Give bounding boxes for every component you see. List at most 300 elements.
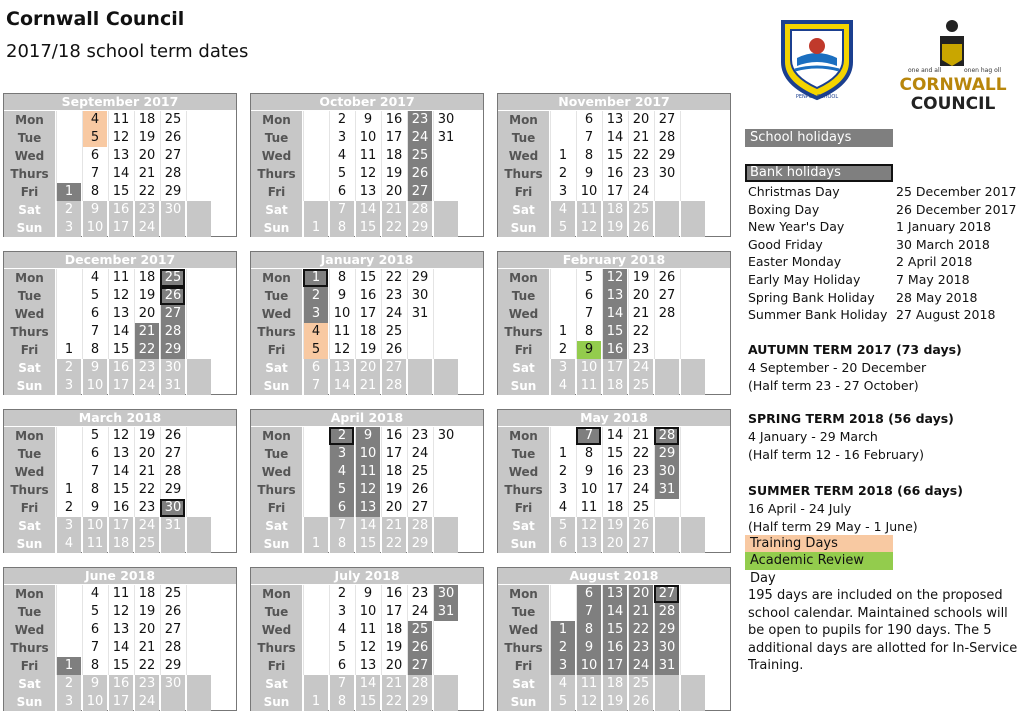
- date-cell: 25: [628, 377, 653, 395]
- date-cell: 11: [329, 323, 354, 341]
- date-cell: 2: [550, 341, 575, 359]
- date-cell: 12: [355, 481, 380, 499]
- date-cell: 7: [82, 165, 107, 183]
- date-cell: 23: [407, 427, 432, 445]
- date-cell: [433, 693, 458, 711]
- day-label: Fri: [498, 499, 550, 517]
- date-cell: 27: [160, 445, 185, 463]
- week-row: [251, 129, 483, 147]
- date-cell: 11: [108, 585, 133, 603]
- date-cell: [654, 359, 679, 377]
- date-cell: 1: [550, 323, 575, 341]
- date-cell: [160, 535, 185, 553]
- date-cell: [407, 323, 432, 341]
- date-cell: 11: [576, 675, 601, 693]
- date-cell: 3: [550, 481, 575, 499]
- date-cell: [654, 535, 679, 553]
- date-cell: 11: [355, 147, 380, 165]
- date-cell: [303, 675, 328, 693]
- date-cell: 9: [576, 165, 601, 183]
- date-cell: 9: [576, 639, 601, 657]
- date-cell: 4: [550, 377, 575, 395]
- date-cell: 6: [303, 359, 328, 377]
- date-cell: 4: [329, 147, 354, 165]
- week-row: [251, 481, 483, 499]
- day-label: Sat: [4, 201, 56, 219]
- date-cell: 3: [329, 445, 354, 463]
- date-cell: 20: [355, 359, 380, 377]
- date-cell: [433, 445, 458, 463]
- date-cell: 15: [108, 183, 133, 201]
- date-cell: [654, 323, 679, 341]
- bank-holiday-name: Early May Holiday: [748, 272, 861, 287]
- date-cell: 8: [82, 481, 107, 499]
- date-cell: [303, 499, 328, 517]
- date-cell: [680, 481, 705, 499]
- day-label: Wed: [251, 621, 303, 639]
- date-cell: 27: [160, 305, 185, 323]
- week-row: [498, 305, 730, 323]
- date-cell: [433, 535, 458, 553]
- date-cell: 18: [134, 269, 159, 287]
- date-cell: [56, 111, 81, 129]
- date-cell: [186, 287, 211, 305]
- month-august-2018: [497, 567, 731, 711]
- date-cell: 2: [56, 201, 81, 219]
- date-cell: 7: [303, 377, 328, 395]
- day-label: Tue: [4, 129, 56, 147]
- date-cell: 30: [433, 427, 458, 445]
- date-cell: 13: [576, 535, 601, 553]
- date-cell: 29: [407, 693, 432, 711]
- legend-school-holidays: School holidays: [745, 129, 893, 147]
- day-label: Sat: [498, 675, 550, 693]
- date-cell: [680, 535, 705, 553]
- day-label: Sun: [251, 377, 303, 395]
- date-cell: 14: [108, 165, 133, 183]
- date-cell: 20: [602, 535, 627, 553]
- month-september-2017: [3, 93, 237, 237]
- date-cell: 25: [628, 675, 653, 693]
- date-cell: [303, 657, 328, 675]
- week-row: [498, 377, 730, 395]
- date-cell: 20: [381, 657, 406, 675]
- week-row: [498, 323, 730, 341]
- date-cell: 14: [355, 517, 380, 535]
- date-cell: [303, 585, 328, 603]
- day-label: Tue: [251, 445, 303, 463]
- date-cell: 27: [160, 147, 185, 165]
- date-cell: [433, 377, 458, 395]
- date-cell: 24: [407, 603, 432, 621]
- date-cell: 28: [654, 305, 679, 323]
- date-cell: 16: [108, 201, 133, 219]
- week-row: [498, 359, 730, 377]
- date-cell: 16: [602, 639, 627, 657]
- date-cell: [680, 639, 705, 657]
- date-cell: 28: [407, 675, 432, 693]
- date-cell: [186, 183, 211, 201]
- date-cell: 17: [108, 693, 133, 711]
- date-cell: 14: [355, 675, 380, 693]
- week-row: [498, 517, 730, 535]
- day-label: Wed: [251, 463, 303, 481]
- day-label: Tue: [498, 287, 550, 305]
- date-cell: 20: [134, 305, 159, 323]
- date-cell: 21: [628, 305, 653, 323]
- date-cell: 23: [134, 201, 159, 219]
- date-cell: 9: [576, 341, 601, 359]
- date-cell: 19: [381, 165, 406, 183]
- summer-term-dates: 16 April - 24 July: [748, 501, 852, 516]
- date-cell: 30: [160, 201, 185, 219]
- day-label: Fri: [4, 657, 56, 675]
- date-cell: 8: [576, 323, 601, 341]
- month-title: May 2018: [498, 410, 730, 426]
- date-cell: 22: [628, 445, 653, 463]
- date-cell: 14: [108, 323, 133, 341]
- date-cell: 21: [134, 165, 159, 183]
- day-label: Fri: [4, 183, 56, 201]
- date-cell: 11: [108, 269, 133, 287]
- date-cell: 10: [329, 305, 354, 323]
- date-cell: 28: [654, 427, 679, 445]
- date-cell: [680, 323, 705, 341]
- date-cell: 24: [134, 219, 159, 237]
- date-cell: 6: [82, 305, 107, 323]
- date-cell: 4: [550, 675, 575, 693]
- date-cell: 3: [550, 183, 575, 201]
- date-cell: 22: [381, 269, 406, 287]
- day-label: Thurs: [251, 165, 303, 183]
- week-row: [498, 287, 730, 305]
- date-cell: 6: [329, 657, 354, 675]
- summer-term-half: (Half term 29 May - 1 June): [748, 519, 918, 534]
- date-cell: 2: [56, 359, 81, 377]
- date-cell: 14: [329, 377, 354, 395]
- date-cell: 22: [134, 183, 159, 201]
- svg-text:onen hag oll: onen hag oll: [964, 67, 1002, 74]
- date-cell: 31: [160, 517, 185, 535]
- day-label: Fri: [251, 341, 303, 359]
- day-label: Mon: [251, 585, 303, 603]
- date-cell: [303, 111, 328, 129]
- date-cell: [303, 603, 328, 621]
- date-cell: 8: [576, 147, 601, 165]
- week-row: [251, 675, 483, 693]
- date-cell: [186, 675, 211, 693]
- date-cell: 23: [628, 341, 653, 359]
- date-cell: [186, 201, 211, 219]
- date-cell: 31: [433, 603, 458, 621]
- date-cell: 22: [134, 341, 159, 359]
- date-cell: 20: [628, 585, 653, 603]
- date-cell: 5: [82, 287, 107, 305]
- day-label: Sun: [251, 693, 303, 711]
- date-cell: 26: [407, 481, 432, 499]
- date-cell: 13: [602, 585, 627, 603]
- date-cell: 29: [407, 219, 432, 237]
- date-cell: [56, 269, 81, 287]
- date-cell: 20: [134, 147, 159, 165]
- date-cell: 10: [355, 603, 380, 621]
- date-cell: 5: [576, 269, 601, 287]
- day-label: Thurs: [251, 639, 303, 657]
- week-row: [4, 165, 236, 183]
- date-cell: [186, 535, 211, 553]
- week-row: [498, 269, 730, 287]
- date-cell: [433, 481, 458, 499]
- date-cell: 23: [407, 585, 432, 603]
- day-label: Thurs: [498, 165, 550, 183]
- date-cell: 29: [654, 445, 679, 463]
- date-cell: [56, 427, 81, 445]
- month-april-2018: [250, 409, 484, 553]
- date-cell: 21: [381, 201, 406, 219]
- date-cell: 29: [160, 481, 185, 499]
- date-cell: 13: [108, 621, 133, 639]
- week-row: [4, 183, 236, 201]
- week-row: [4, 639, 236, 657]
- date-cell: [433, 183, 458, 201]
- week-row: [4, 377, 236, 395]
- date-cell: 21: [134, 639, 159, 657]
- week-row: [251, 427, 483, 445]
- date-cell: [433, 147, 458, 165]
- autumn-term-title: AUTUMN TERM 2017 (73 days): [748, 342, 962, 357]
- date-cell: 10: [576, 359, 601, 377]
- date-cell: 13: [355, 183, 380, 201]
- date-cell: 17: [381, 445, 406, 463]
- date-cell: 25: [407, 147, 432, 165]
- date-cell: [56, 463, 81, 481]
- date-cell: 19: [602, 517, 627, 535]
- date-cell: 14: [108, 639, 133, 657]
- day-label: Tue: [4, 603, 56, 621]
- bank-holiday-date: 25 December 2017: [896, 184, 1017, 199]
- date-cell: 24: [134, 517, 159, 535]
- date-cell: 24: [381, 305, 406, 323]
- date-cell: [303, 165, 328, 183]
- week-row: [251, 201, 483, 219]
- week-row: [4, 675, 236, 693]
- date-cell: 11: [576, 377, 601, 395]
- date-cell: 24: [134, 693, 159, 711]
- week-row: [251, 585, 483, 603]
- date-cell: 25: [160, 585, 185, 603]
- week-row: [4, 693, 236, 711]
- date-cell: 13: [329, 359, 354, 377]
- date-cell: 20: [381, 183, 406, 201]
- week-row: [251, 323, 483, 341]
- day-label: Wed: [498, 147, 550, 165]
- date-cell: 17: [381, 129, 406, 147]
- date-cell: 14: [108, 463, 133, 481]
- date-cell: 15: [108, 657, 133, 675]
- day-label: Tue: [498, 445, 550, 463]
- date-cell: [186, 359, 211, 377]
- date-cell: 11: [355, 621, 380, 639]
- day-label: Sun: [251, 535, 303, 553]
- bank-holiday-name: Christmas Day: [748, 184, 840, 199]
- date-cell: [186, 111, 211, 129]
- date-cell: [160, 693, 185, 711]
- week-row: [498, 621, 730, 639]
- date-cell: [654, 517, 679, 535]
- day-label: Sun: [498, 377, 550, 395]
- date-cell: 7: [576, 305, 601, 323]
- bank-holiday-date: 28 May 2018: [896, 289, 978, 305]
- date-cell: 29: [654, 621, 679, 639]
- day-label: Tue: [251, 287, 303, 305]
- week-row: [251, 445, 483, 463]
- date-cell: 2: [56, 675, 81, 693]
- week-row: [4, 657, 236, 675]
- week-row: [498, 603, 730, 621]
- spring-term-half: (Half term 12 - 16 February): [748, 447, 924, 462]
- date-cell: 7: [82, 463, 107, 481]
- date-cell: [680, 377, 705, 395]
- date-cell: [654, 341, 679, 359]
- date-cell: 19: [355, 341, 380, 359]
- week-row: [251, 377, 483, 395]
- date-cell: 2: [329, 427, 354, 445]
- date-cell: 4: [550, 499, 575, 517]
- date-cell: 2: [329, 585, 354, 603]
- day-label: Wed: [498, 463, 550, 481]
- day-label: Sun: [498, 693, 550, 711]
- date-cell: 24: [628, 359, 653, 377]
- week-row: [498, 111, 730, 129]
- day-label: Wed: [251, 147, 303, 165]
- date-cell: 17: [108, 377, 133, 395]
- week-row: [251, 499, 483, 517]
- date-cell: 19: [134, 287, 159, 305]
- day-label: Wed: [498, 305, 550, 323]
- date-cell: 12: [576, 517, 601, 535]
- date-cell: 8: [576, 621, 601, 639]
- date-cell: [186, 445, 211, 463]
- month-title: October 2017: [251, 94, 483, 110]
- date-cell: 31: [407, 305, 432, 323]
- week-row: [4, 585, 236, 603]
- month-july-2018: [250, 567, 484, 711]
- date-cell: 26: [160, 427, 185, 445]
- date-cell: 29: [407, 535, 432, 553]
- day-label: Sat: [251, 201, 303, 219]
- month-title: July 2018: [251, 568, 483, 584]
- autumn-term-dates: 4 September - 20 December: [748, 360, 927, 375]
- date-cell: 26: [407, 639, 432, 657]
- date-cell: 21: [381, 517, 406, 535]
- date-cell: [680, 675, 705, 693]
- date-cell: [680, 603, 705, 621]
- summer-term-title: SUMMER TERM 2018 (66 days): [748, 483, 963, 498]
- week-row: [498, 165, 730, 183]
- week-row: [498, 445, 730, 463]
- date-cell: 18: [602, 201, 627, 219]
- week-row: [251, 111, 483, 129]
- day-label: Sat: [251, 517, 303, 535]
- date-cell: [680, 499, 705, 517]
- week-row: [498, 341, 730, 359]
- day-label: Thurs: [498, 639, 550, 657]
- day-label: Sun: [4, 377, 56, 395]
- day-label: Mon: [251, 427, 303, 445]
- bank-holiday-name: Spring Bank Holiday: [748, 289, 875, 305]
- date-cell: [680, 129, 705, 147]
- date-cell: 11: [108, 111, 133, 129]
- date-cell: [186, 219, 211, 237]
- date-cell: 7: [329, 517, 354, 535]
- date-cell: 16: [602, 165, 627, 183]
- day-label: Sat: [4, 675, 56, 693]
- week-row: [4, 535, 236, 553]
- date-cell: 15: [602, 621, 627, 639]
- date-cell: 30: [433, 585, 458, 603]
- date-cell: 2: [550, 165, 575, 183]
- date-cell: 18: [108, 535, 133, 553]
- date-cell: [407, 341, 432, 359]
- spring-term-title: SPRING TERM 2018 (56 days): [748, 411, 954, 426]
- date-cell: [56, 323, 81, 341]
- date-cell: [56, 639, 81, 657]
- date-cell: [680, 111, 705, 129]
- date-cell: 21: [628, 603, 653, 621]
- day-label: Fri: [4, 341, 56, 359]
- date-cell: [550, 129, 575, 147]
- date-cell: [654, 499, 679, 517]
- date-cell: 21: [628, 427, 653, 445]
- week-row: [4, 111, 236, 129]
- date-cell: 9: [82, 359, 107, 377]
- date-cell: 1: [550, 621, 575, 639]
- date-cell: [680, 359, 705, 377]
- date-cell: [186, 639, 211, 657]
- date-cell: 4: [82, 585, 107, 603]
- date-cell: 27: [654, 585, 679, 603]
- date-cell: 25: [407, 621, 432, 639]
- date-cell: 6: [329, 183, 354, 201]
- date-cell: 15: [108, 481, 133, 499]
- date-cell: [56, 305, 81, 323]
- day-label: Tue: [251, 603, 303, 621]
- week-row: [498, 535, 730, 553]
- date-cell: 19: [602, 219, 627, 237]
- date-cell: [56, 165, 81, 183]
- day-label: Sat: [251, 359, 303, 377]
- date-cell: [56, 129, 81, 147]
- date-cell: 7: [82, 323, 107, 341]
- date-cell: 10: [576, 183, 601, 201]
- date-cell: 21: [355, 377, 380, 395]
- date-cell: 26: [407, 165, 432, 183]
- date-cell: [303, 639, 328, 657]
- date-cell: 4: [56, 535, 81, 553]
- date-cell: 15: [355, 693, 380, 711]
- date-cell: 21: [381, 675, 406, 693]
- date-cell: 12: [329, 341, 354, 359]
- date-cell: 14: [602, 129, 627, 147]
- date-cell: 9: [82, 201, 107, 219]
- day-label: Sat: [498, 517, 550, 535]
- date-cell: [680, 445, 705, 463]
- date-cell: 20: [628, 287, 653, 305]
- date-cell: [303, 201, 328, 219]
- bank-holiday-name: Boxing Day: [748, 201, 820, 217]
- date-cell: 11: [82, 535, 107, 553]
- week-row: [251, 603, 483, 621]
